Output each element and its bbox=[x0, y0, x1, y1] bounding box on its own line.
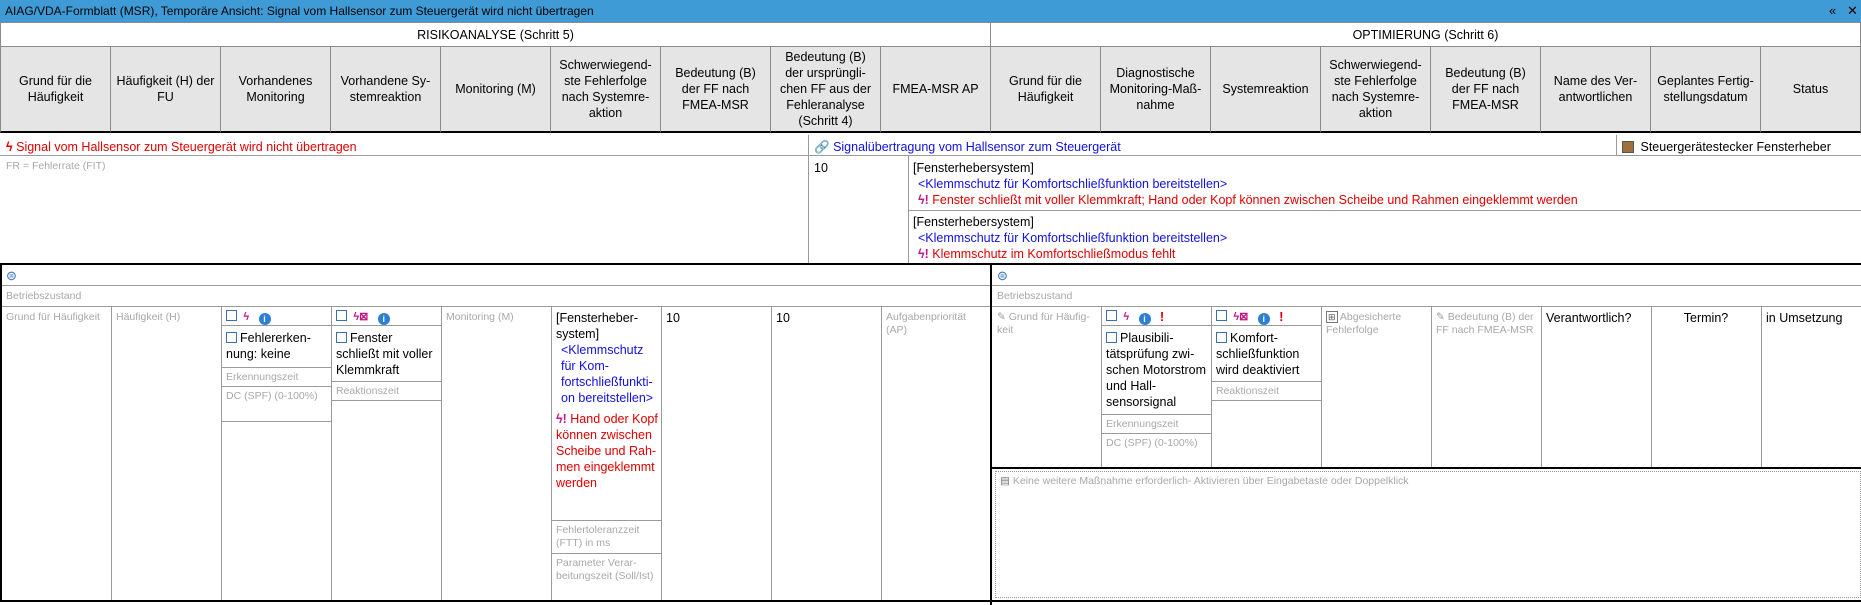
context-element[interactable]: Steuergerätestecker Fensterheber bbox=[1622, 139, 1860, 155]
effect-2[interactable] bbox=[913, 214, 1858, 262]
failure-link-icon[interactable]: ϟ bbox=[243, 311, 250, 323]
monitoring-icon[interactable] bbox=[226, 310, 237, 321]
monitoring-toolbar bbox=[226, 309, 277, 325]
due-date-field[interactable]: Termin? bbox=[1683, 311, 1729, 325]
effect-1[interactable] bbox=[913, 160, 1858, 208]
col-header-fehlerfolge[interactable]: Schwerwiegendste Fehlerfolge nach Systemreaktion bbox=[551, 47, 661, 133]
reaction-item-icon bbox=[336, 332, 347, 343]
pencil-icon: ✎ bbox=[1436, 311, 1445, 323]
failure-mode-icon[interactable]: ϟ⊠ bbox=[353, 311, 369, 323]
opt-fehlerfolge-field[interactable]: ⊞ Abgesicherte Fehlerfolge bbox=[1326, 311, 1402, 336]
diagnosis-item-icon bbox=[1106, 332, 1117, 343]
opt-erkennungszeit-field[interactable]: Erkennungszeit bbox=[1106, 418, 1179, 430]
opt-reaction-item-icon bbox=[1216, 332, 1227, 343]
reaction-toolbar bbox=[336, 309, 396, 325]
monitoring-item-icon bbox=[226, 332, 237, 343]
col-header-opt-grund[interactable]: Grund für die Häufigkeit bbox=[991, 47, 1101, 133]
warning-icon[interactable]: ! bbox=[1279, 309, 1284, 324]
col-header-diagnose[interactable]: Diagnostische Monitoring-Maßnahme bbox=[1101, 47, 1211, 133]
risk-grund-placeholder[interactable]: Grund für Häufigkeit bbox=[6, 311, 100, 323]
fr-placeholder[interactable]: FR = Fehlerrate (FIT) bbox=[6, 160, 106, 172]
risk-effect[interactable]: [Fensterhebersystem] <Klemmschutz für Komfortschließfunktion bereitstellen> ϟ! Hand oder Kopf können zwischen Scheibe und Rahmen eingeklemmt werden bbox=[556, 311, 658, 490]
col-header-verantwortlich[interactable]: Name des Verantwortlichen bbox=[1541, 47, 1651, 133]
risk-betriebszustand[interactable]: Betriebszustand bbox=[6, 290, 82, 302]
info-icon[interactable]: i bbox=[1258, 313, 1270, 325]
info-icon[interactable]: i bbox=[378, 313, 390, 325]
failure-link-icon[interactable]: ϟ bbox=[1123, 311, 1130, 323]
col-header-monitoring-m[interactable]: Monitoring (M) bbox=[441, 47, 551, 133]
col-header-systemreaktion[interactable]: Vorhandene Systemreaktion bbox=[331, 47, 441, 133]
element-icon bbox=[1622, 141, 1634, 153]
status-field[interactable]: in Umsetzung bbox=[1766, 311, 1843, 325]
reaction-icon[interactable] bbox=[336, 310, 347, 321]
risk-effect-failure-row: ϟ! Hand oder Kopf können zwischen Scheibe und Rahmen eingeklemmt werden bbox=[556, 412, 658, 490]
ap-placeholder[interactable]: Aufgabenpriorität (AP) bbox=[886, 311, 966, 336]
collapse-icon[interactable]: « bbox=[1829, 3, 1837, 18]
monitoring-icon[interactable] bbox=[1106, 310, 1117, 321]
opt-reaction-item[interactable]: Komfortschließfunktion wird deaktiviert bbox=[1216, 331, 1300, 377]
diagnosis-item[interactable]: Plausibilitätsprüfung zwischen Motorstrom und Hallsensorsignal bbox=[1106, 331, 1207, 409]
col-header-bedeutung-msr[interactable]: Bedeutung (B) der FF nach FMEA-MSR bbox=[661, 47, 771, 133]
risk-b-msr[interactable]: 10 bbox=[666, 311, 680, 325]
steering-wheel-icon: ⊜ bbox=[997, 268, 1008, 283]
col-header-bedeutung-orig[interactable]: Bedeutung (B) der ursprünglichen FF aus der Fehleranalyse (Schritt 4) bbox=[771, 47, 881, 133]
reaktionszeit-field[interactable]: Reaktionszeit bbox=[336, 385, 400, 397]
failure-mode-icon[interactable]: ϟ⊠ bbox=[1233, 311, 1249, 323]
warning-icon[interactable]: ! bbox=[1159, 309, 1165, 324]
context-severity[interactable]: 10 bbox=[814, 161, 828, 175]
effect-failure-icon: ϟ! bbox=[918, 193, 929, 207]
opt-bedeutung-field[interactable]: ✎ Bedeutung (B) der FF nach FMEA-MSR bbox=[1436, 311, 1534, 336]
window-titlebar bbox=[0, 0, 1861, 22]
col-header-status[interactable]: Status bbox=[1761, 47, 1861, 133]
col-header-ap[interactable]: FMEA-MSR AP bbox=[881, 47, 991, 133]
col-header-haeufigkeit[interactable]: Häufigkeit (H) der FU bbox=[111, 47, 221, 133]
context-function[interactable]: 🔗 Signalübertragung vom Hallsensor zum Steuergerät bbox=[814, 140, 1121, 154]
pencil-icon: ✎ bbox=[997, 311, 1006, 323]
effect-1-failure-row: ϟ! Fenster schließt mit voller Klemmkraft; Hand oder Kopf können zwischen Scheibe und Rahmen eingeklemmt werden bbox=[918, 193, 1578, 207]
opt-dc-spf-field[interactable]: DC (SPF) (0-100%) bbox=[1106, 437, 1198, 449]
failure-icon: ϟ bbox=[6, 140, 13, 154]
erkennungszeit-field[interactable]: Erkennungszeit bbox=[226, 371, 299, 383]
secured-effect-icon: ⊞ bbox=[1328, 312, 1336, 322]
opt-betriebszustand[interactable]: Betriebszustand bbox=[997, 290, 1073, 302]
effect-failure-icon: ϟ! bbox=[918, 247, 929, 261]
opt-reaction-toolbar bbox=[1216, 309, 1283, 325]
close-icon[interactable]: ✕ bbox=[1847, 3, 1858, 18]
col-header-opt-bedeutung[interactable]: Bedeutung (B) der FF nach FMEA-MSR bbox=[1431, 47, 1541, 133]
window-title: AIAG/VDA-Formblatt (MSR), Temporäre Ansicht: Signal vom Hallsensor zum Steuergerät wird nicht übertragen bbox=[5, 4, 594, 18]
effect-1-function: <Klemmschutz für Komfortschließfunktion bereitstellen> bbox=[918, 177, 1228, 191]
add-measure-icon: ▤ bbox=[1000, 475, 1010, 487]
opt-grund-field[interactable]: ✎ Grund für Häufigkeit bbox=[997, 311, 1090, 336]
col-header-termin[interactable]: Geplantes Fertigstellungsdatum bbox=[1651, 47, 1761, 133]
info-icon[interactable]: i bbox=[259, 313, 271, 325]
opt-section-header: OPTIMIERUNG (Schritt 6) bbox=[991, 22, 1861, 47]
info-icon[interactable]: i bbox=[1139, 313, 1151, 325]
link-icon: 🔗 bbox=[814, 140, 830, 154]
col-header-monitoring[interactable]: Vorhandenes Monitoring bbox=[221, 47, 331, 133]
reaction-item[interactable]: Fenster schließt mit voller Klemmkraft bbox=[336, 331, 433, 377]
risk-section-header: RISIKOANALYSE (Schritt 5) bbox=[0, 22, 991, 47]
monitoring-m-placeholder[interactable]: Monitoring (M) bbox=[446, 311, 514, 323]
no-measure-field[interactable]: ▤ Keine weitere Maßnahme erforderlich- Aktivieren über Eingabetaste oder Doppelklick bbox=[995, 471, 1861, 598]
effect-2-function: <Klemmschutz für Komfortschließfunktion bereitstellen> bbox=[918, 231, 1228, 245]
processing-time-field[interactable]: Parameter Verarbeitungszeit (Soll/Ist) bbox=[556, 557, 654, 582]
risk-b-orig[interactable]: 10 bbox=[776, 311, 790, 325]
col-header-grund[interactable]: Grund für die Häufigkeit bbox=[0, 47, 111, 133]
reaction-icon[interactable] bbox=[1216, 310, 1227, 321]
responsible-field[interactable]: Verantwortlich? bbox=[1546, 311, 1632, 325]
col-header-opt-fehlerfolge[interactable]: Schwerwiegendste Fehlerfolge nach Systemreaktion bbox=[1321, 47, 1431, 133]
risk-haeufigkeit-placeholder[interactable]: Häufigkeit (H) bbox=[116, 311, 181, 323]
diagnosis-toolbar bbox=[1106, 309, 1164, 325]
effect-2-system: [Fensterhebersystem] bbox=[913, 215, 1034, 229]
context-failure[interactable]: ϟ Signal vom Hallsensor zum Steuergerät wird nicht übertragen bbox=[6, 140, 357, 154]
effect-failure-icon: ϟ! bbox=[556, 412, 567, 426]
ftt-field[interactable]: Fehlertoleranzzeit (FTT) in ms bbox=[556, 524, 640, 549]
dc-spf-field[interactable]: DC (SPF) (0-100%) bbox=[226, 390, 318, 402]
effect-2-failure-row: ϟ! Klemmschutz im Komfortschließmodus fehlt bbox=[918, 247, 1176, 261]
effect-1-system: [Fensterhebersystem] bbox=[913, 161, 1034, 175]
steering-wheel-icon: ⊜ bbox=[6, 268, 17, 283]
opt-reaktionszeit-field[interactable]: Reaktionszeit bbox=[1216, 385, 1280, 397]
monitoring-item[interactable]: Fehlererkennung: keine bbox=[226, 331, 311, 361]
col-header-opt-systemreaktion[interactable]: Systemreaktion bbox=[1211, 47, 1321, 133]
